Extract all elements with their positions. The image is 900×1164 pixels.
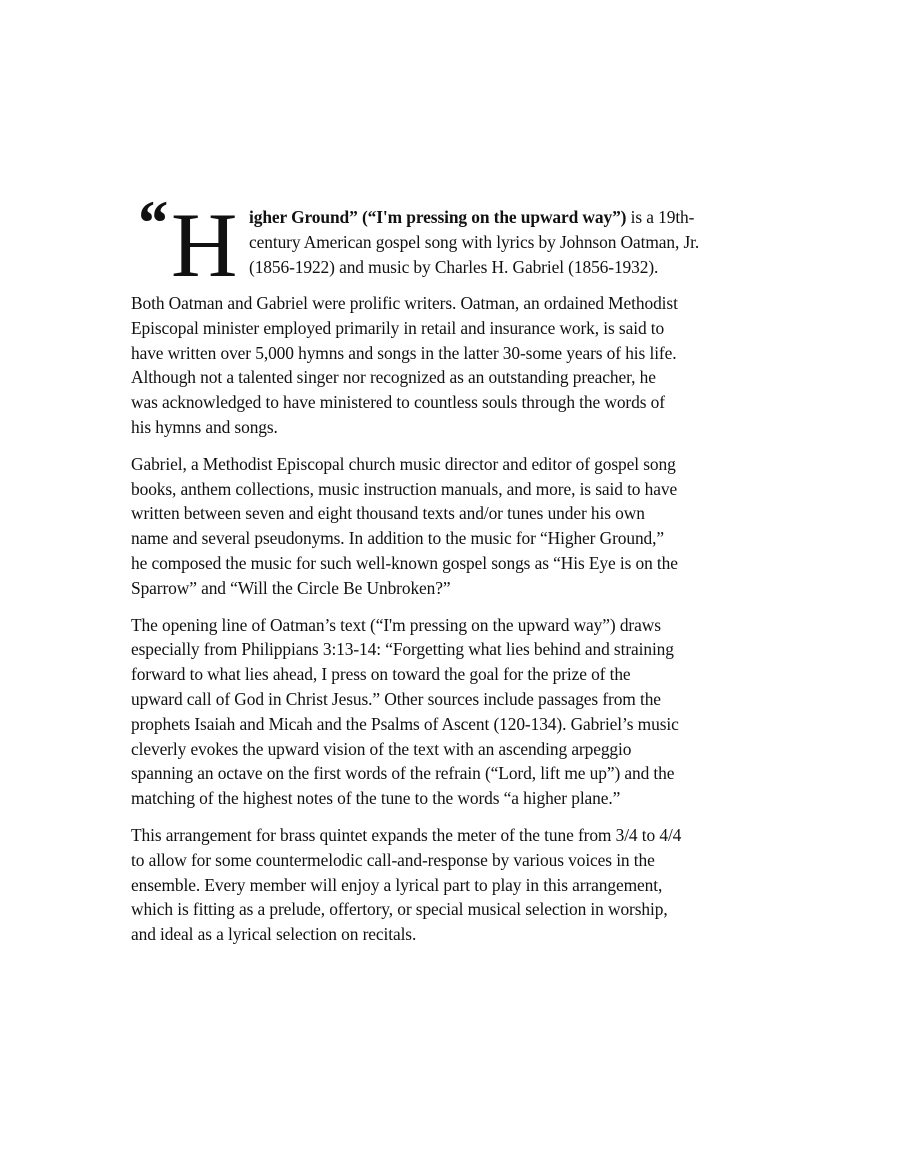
text-line: Episcopal minister employed primarily in retail and insurance work, is said to: [131, 317, 665, 338]
text-line: Both Oatman and Gabriel were prolific writers. Oatman, an ordained Methodist: [131, 293, 678, 313]
dropcap-quote: “: [135, 187, 167, 258]
document-body: [131, 187, 763, 959]
intro-line1-rest: is a 19th-: [626, 207, 695, 227]
text-line: ensemble. Every member will enjoy a lyrical part to play in this arrangement,: [131, 874, 663, 895]
text-line: name and several pseudonyms. In addition to the music for “Higher Ground,”: [131, 528, 665, 549]
text-line: This arrangement for brass quintet expands the meter of the tune from 3/4 to 4/4: [131, 824, 682, 845]
text-line: cleverly evokes the upward vision of the text with an ascending arpeggio: [131, 738, 632, 759]
text-line: his hymns and songs.: [131, 416, 278, 437]
intro-line: [249, 205, 769, 230]
text-line: written between seven and eight thousand texts and/or tunes under his own: [131, 503, 645, 524]
text-line: Sparrow” and “Will the Circle Be Unbroken?”: [131, 577, 451, 598]
text-line: Gabriel, a Methodist Episcopal church music director and editor of gospel song: [131, 453, 676, 474]
dropcap-letter: H: [171, 194, 238, 296]
dropcap: [131, 187, 249, 296]
text-line: upward call of God in Christ Jesus.” Other sources include passages from the: [131, 688, 661, 709]
text-line: spanning an octave on the first words of the refrain (“Lord, lift me up”) and the: [131, 763, 675, 784]
text-line: especially from Philippians 3:13-14: “Forgetting what lies behind and straining: [131, 639, 674, 660]
text-line: and ideal as a lyrical selection on recitals.: [131, 924, 417, 945]
text-line: which is fitting as a prelude, offertory, or special musical selection in worship,: [131, 899, 668, 920]
intro-line: century American gospel song with lyrics by Johnson Oatman, Jr.: [249, 231, 700, 252]
text-line: prophets Isaiah and Micah and the Psalms of Ascent (120-134). Gabriel’s music: [131, 713, 679, 734]
text-line: have written over 5,000 hymns and songs in the latter 30-some years of his life.: [131, 342, 677, 363]
text-line: he composed the music for such well-known gospel songs as “His Eye is on the: [131, 552, 678, 573]
text-line: The opening line of Oatman’s text (“I'm pressing on the upward way”) draws: [131, 614, 661, 635]
text-line: books, anthem collections, music instruction manuals, and more, is said to have: [131, 478, 678, 499]
paragraph-gabriel: [131, 452, 763, 601]
intro-paragraph: [131, 187, 763, 296]
intro-text: [249, 205, 769, 279]
text-line: matching of the highest notes of the tune to the words “a higher plane.”: [131, 788, 621, 809]
intro-bold-title: igher Ground” (“I'm pressing on the upward way”): [249, 207, 627, 227]
text-line: forward to what lies ahead, I press on toward the goal for the prize of the: [131, 664, 631, 685]
intro-line: (1856-1922) and music by Charles H. Gabriel (1856-1932).: [249, 256, 659, 277]
paragraph-arrangement: [131, 823, 763, 947]
text-line: was acknowledged to have ministered to countless souls through the words of: [131, 392, 665, 413]
text-line: Although not a talented singer nor recognized as an outstanding preacher, he: [131, 367, 656, 388]
paragraph-opening-line: [131, 613, 763, 811]
text-line: to allow for some countermelodic call-and-response by various voices in the: [131, 849, 655, 870]
paragraph-oatman-gabriel: [131, 291, 763, 440]
